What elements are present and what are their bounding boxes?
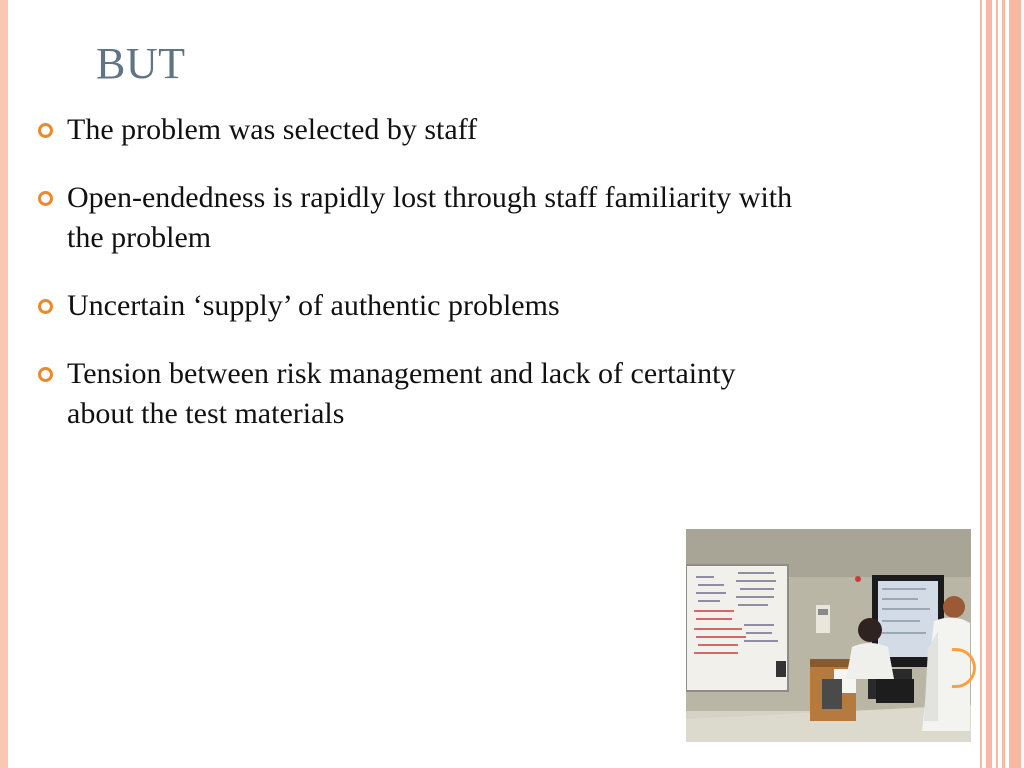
bullet-item: [38, 178, 798, 258]
slide-title: BUT: [96, 39, 186, 88]
orange-arc-decoration: [952, 648, 976, 688]
bullet-item: [38, 110, 798, 150]
lab-classroom-photo: [686, 529, 971, 742]
bullet-item: [38, 354, 798, 434]
bullet-text: Tension between risk management and lack of certainty about the test materials: [67, 357, 736, 430]
stripe: [980, 0, 982, 768]
bullet-item: [38, 286, 798, 326]
bullet-list: [38, 110, 798, 462]
bullet-circle-icon: [38, 367, 53, 382]
bullet-text: Uncertain ‘supply’ of authentic problems: [67, 289, 560, 322]
stripe: [1002, 0, 1005, 768]
bullet-circle-icon: [38, 123, 53, 138]
stripe: [1009, 0, 1021, 768]
bullet-circle-icon: [38, 191, 53, 206]
stripe: [996, 0, 998, 768]
bullet-text: Open-endedness is rapidly lost through staff familiarity with the problem: [67, 181, 793, 254]
bullet-circle-icon: [38, 299, 53, 314]
bullet-text: The problem was selected by staff: [67, 113, 478, 146]
left-border-decoration: [0, 0, 8, 768]
right-stripe-decoration: [976, 0, 1024, 768]
stripe: [986, 0, 992, 768]
